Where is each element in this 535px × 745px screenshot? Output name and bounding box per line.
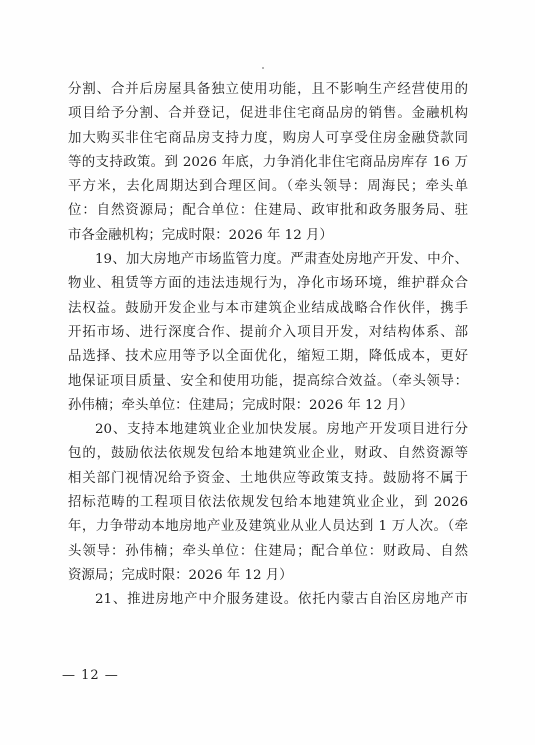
document-body — [68, 78, 468, 613]
text-line: 开拓市场、进行深度合作、提前介入项目开发，对结构体系、部 — [68, 324, 468, 340]
text-line: 相关部门视情况给予资金、土地供应等政策支持。鼓励将不属于 — [68, 470, 468, 486]
text-line: 品选择、技术应用等予以全面优化，缩短工期，降低成本，更好 — [68, 349, 468, 365]
text-line: 法权益。鼓励开发企业与本市建筑企业结成战略合作伙伴，携手 — [68, 300, 468, 316]
text-line: 位：自然资源局；配合单位：住建局、政审批和政务服务局、驻 — [68, 203, 468, 219]
paragraph-21-heading: 21、推进房地产中介服务建设。依托内蒙古自治区房地产市 — [95, 592, 468, 608]
text-line: 平方米，去化周期达到合理区间。（牵头领导：周海民；牵头单 — [68, 179, 468, 195]
text-line: 物业、租赁等方面的违法违规行为，净化市场环境，维护群众合 — [68, 276, 468, 292]
page-number: — 12 — — [62, 668, 119, 683]
text-line: 地保证项目质量、安全和使用功能，提高综合效益。（牵头领导： — [68, 373, 468, 389]
text-line: 分割、合并后房屋具备独立使用功能，且不影响生产经营使用的 — [68, 82, 468, 97]
text-line: 加大购买非住宅商品房支持力度，购房人可享受住房金融贷款同 — [68, 130, 468, 146]
text-line: 招标范畴的工程项目依法依规发包给本地建筑业企业，到 2026 — [68, 495, 468, 511]
paragraph-20-heading: 20、支持本地建筑业企业加快发展。房地产开发项目进行分 — [95, 422, 468, 438]
text-line: 孙伟楠；牵头单位：住建局；完成时限：2026 年 12 月） — [68, 397, 414, 413]
text-line: 资源局；完成时限：2026 年 12 月） — [68, 567, 293, 583]
text-line: 年，力争带动本地房地产业及建筑业从业人员达到 1 万人次。（牵 — [68, 519, 468, 535]
scan-mark — [262, 67, 264, 69]
text-line: 头领导：孙伟楠；牵头单位：住建局；配合单位：财政局、自然 — [68, 543, 468, 559]
text-line: 包的，鼓励依法依规发包给本地建筑业企业，财政、自然资源等 — [68, 446, 468, 462]
paragraph-19-heading: 19、加大房地产市场监管力度。严肃查处房地产开发、中介、 — [95, 252, 468, 268]
text-line: 项目给予分割、合并登记，促进非住宅商品房的销售。金融机构 — [68, 106, 468, 122]
text-line: 市各金融机构；完成时限：2026 年 12 月） — [68, 227, 333, 243]
text-line: 等的支持政策。到 2026 年底，力争消化非住宅商品房库存 16 万 — [68, 154, 468, 170]
